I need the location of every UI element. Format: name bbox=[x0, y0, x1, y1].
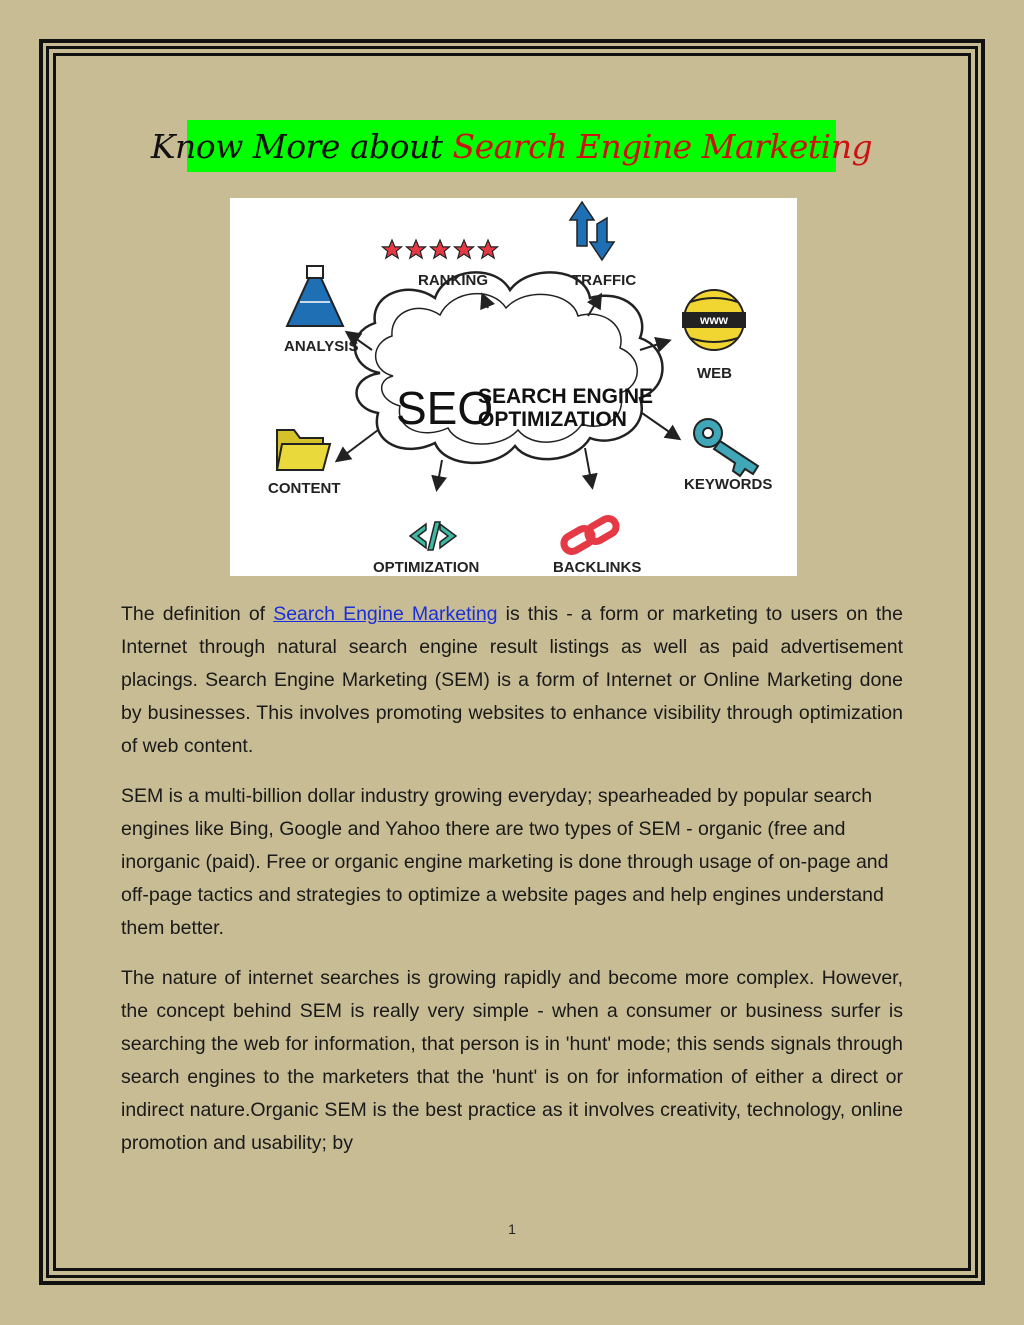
label-backlinks: BACKLINKS bbox=[553, 559, 642, 576]
folder-icon bbox=[277, 430, 330, 470]
article-body bbox=[121, 598, 903, 1177]
label-content: CONTENT bbox=[268, 480, 341, 497]
seo-big-text: SEO bbox=[396, 382, 494, 434]
label-ranking: RANKING bbox=[418, 272, 488, 289]
paragraph-2: SEM is a multi-billion dollar industry growing everyday; spearheaded by popular search engines like Bing, Google and Yahoo there are two types of SEM - organic (free and inorganic (paid). Free or organic engine marketing is done through usage of on-page and off-page tactics and strategies to optimize a website pages and help engines understand them better. bbox=[121, 785, 889, 939]
p1-lead-text: The definition of bbox=[121, 603, 274, 625]
paragraph-1 bbox=[121, 598, 903, 763]
seo-line-1: SEARCH ENGINE bbox=[478, 385, 654, 408]
chain-link-icon bbox=[561, 516, 619, 555]
page-number: 1 bbox=[508, 1221, 516, 1237]
seo-line-2: OPTIMIZATION bbox=[478, 408, 627, 431]
key-icon bbox=[694, 419, 758, 476]
label-analysis: ANALYSIS bbox=[284, 338, 359, 355]
label-web: WEB bbox=[697, 365, 732, 382]
web-globe-icon bbox=[682, 290, 746, 350]
title-part-2: Search Engine Marketing bbox=[452, 126, 873, 166]
flask-icon bbox=[287, 266, 343, 326]
code-brackets-icon bbox=[410, 522, 456, 550]
p1-rest-text: is this - a form or marketing to users on the Internet through natural search engine result listings as well as paid advertisement placings. Search Engine Marketing (SEM) is a form of Internet or Online Marketing done by businesses. This involves promoting websites to enhance visibility through optimization of web content. bbox=[121, 603, 903, 757]
label-traffic: TRAFFIC bbox=[572, 272, 637, 289]
cloud-shape bbox=[355, 272, 663, 463]
traffic-arrows-icon bbox=[570, 202, 614, 260]
title-part-1: Know More about bbox=[150, 126, 443, 166]
label-optimization: OPTIMIZATION bbox=[373, 559, 480, 576]
star-rating-icon bbox=[383, 240, 498, 258]
document-title bbox=[150, 120, 873, 172]
paragraph-3: The nature of internet searches is growing rapidly and become more complex. However, the concept behind SEM is really very simple - when a consumer or business surfer is searching the web for information, that person is in 'hunt' mode; this sends signals through search engines to the marketers that the 'hunt' is on for information of either a direct or indirect nature.Organic SEM is the best practice as it involves creativity, technology, online promotion and usability; by bbox=[121, 967, 903, 1154]
seo-illustration bbox=[230, 198, 797, 576]
label-keywords: KEYWORDS bbox=[684, 476, 773, 493]
web-icon-text: www bbox=[699, 313, 729, 327]
search-engine-marketing-link[interactable]: Search Engine Marketing bbox=[273, 603, 498, 625]
